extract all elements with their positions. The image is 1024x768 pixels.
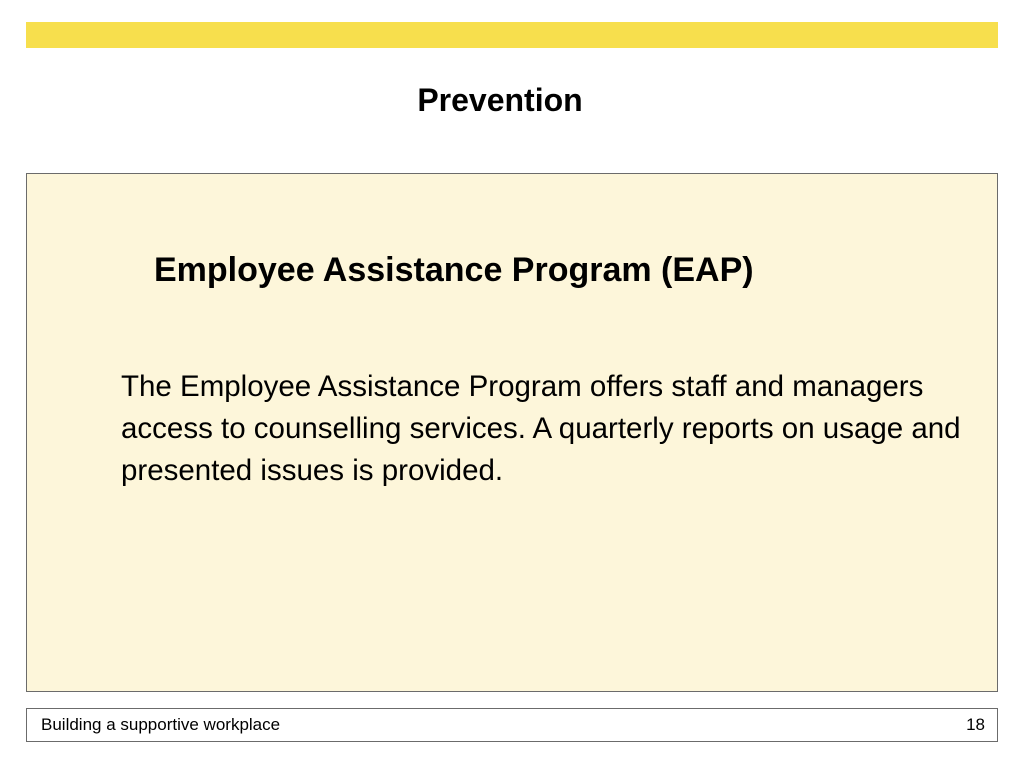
slide-title: Prevention [417,82,583,118]
top-accent-band [26,22,998,48]
page-number: 18 [966,715,985,734]
slide-footer [26,708,998,742]
section-body-text: The Employee Assistance Program offers staff and managers access to counselling services. A quarterly reports on usage and presented issues is provided. [121,370,961,487]
footer-title: Building a supportive workplace [41,715,281,734]
section-heading: Employee Assistance Program (EAP) [154,251,754,289]
content-box [26,173,998,692]
